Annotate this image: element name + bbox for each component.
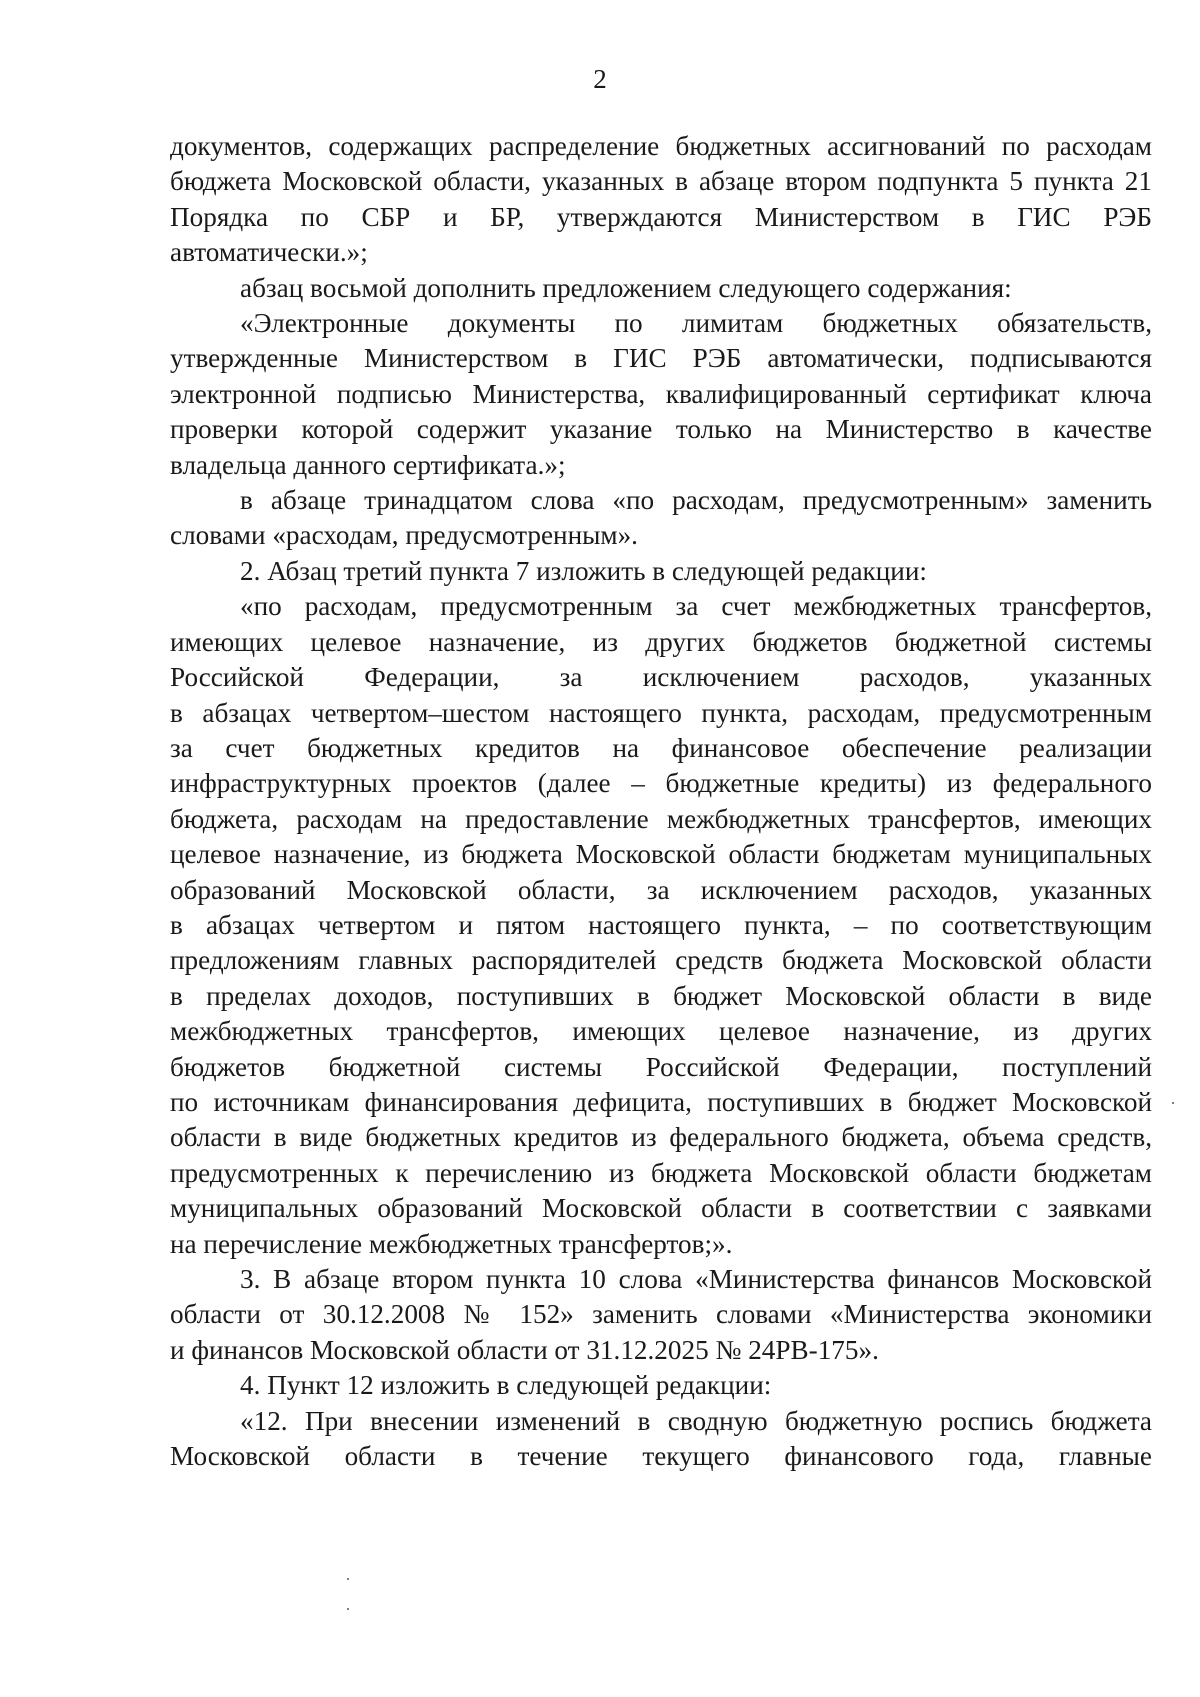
text-line: Порядка по СБР и БР, утверждаются Министерством в ГИС РЭБ (170, 201, 1152, 232)
text-line: в абзаце тринадцатом слова «по расходам, предусмотренным» заменить (240, 485, 1152, 516)
text-line: 2. Абзац третий пункта 7 изложить в следующей редакции: (240, 555, 927, 586)
text-line: электронной подписью Министерства, квалифицированный сертификат ключа (170, 378, 1152, 409)
text-line: в пределах доходов, поступивших в бюджет Московской области в виде (170, 980, 1152, 1011)
text-line: утвержденные Министерством в ГИС РЭБ автоматически, подписываются (170, 343, 1152, 374)
text-line: за счет бюджетных кредитов на финансовое обеспечение реализации (170, 732, 1152, 763)
text-line: 3. В абзаце втором пункта 10 слова «Министерства финансов Московской (240, 1264, 1152, 1294)
text-line: документов, содержащих распределение бюджетных ассигнований по расходам (170, 131, 1152, 161)
text-line: и финансов Московской области от 31.12.2025 № 24РВ-175». (170, 1334, 879, 1365)
text-line: образований Московской области, за исключением расходов, указанных (170, 874, 1152, 905)
text-line: области от 30.12.2008 № 152» заменить словами «Министерства экономики (170, 1299, 1152, 1330)
text-line: в абзацах четвертом–шестом настоящего пункта, расходам, предусмотренным (170, 697, 1152, 728)
text-line: бюджетов бюджетной системы Российской Федерации, поступлений (170, 1051, 1152, 1082)
text-line: предложениям главных распорядителей средств бюджета Московской области (170, 945, 1152, 976)
text-line: по источникам финансирования дефицита, поступивших в бюджет Московской (170, 1086, 1152, 1117)
text-line: «Электронные документы по лимитам бюджетных обязательств, (240, 308, 1152, 339)
text-line: Российской Федерации, за исключением расходов, указанных (170, 662, 1152, 693)
paragraph (170, 589, 1152, 1262)
scan-speck (347, 1608, 349, 1610)
text-line: владельца данного сертификата.»; (170, 449, 566, 480)
text-line: словами «расходам, предусмотренным». (170, 520, 638, 551)
text-line: «12. При внесении изменений в сводную бюджетную роспись бюджета (240, 1405, 1152, 1436)
document-body (170, 129, 1152, 1474)
text-line: муниципальных образований Московской области в соответствии с заявками (170, 1193, 1152, 1224)
text-line: бюджета Московской области, указанных в абзаце втором подпункта 5 пункта 21 (170, 166, 1152, 197)
text-line: в абзацах четвертом и пятом настоящего пункта, – по соответствующим (170, 909, 1152, 940)
paragraph (170, 554, 1152, 589)
text-line: абзац восьмой дополнить предложением следующего содержания: (240, 272, 1012, 303)
paragraph (170, 306, 1152, 483)
text-line: предусмотренных к перечислению из бюджета Московской области бюджетам (170, 1157, 1152, 1188)
page-number: 2 (593, 64, 607, 94)
text-line: автоматически.»; (170, 237, 368, 268)
text-line: области в виде бюджетных кредитов из федерального бюджета, объема средств, (170, 1122, 1152, 1153)
text-line: бюджета, расходам на предоставление межбюджетных трансфертов, имеющих (170, 803, 1152, 834)
paragraph (170, 271, 1152, 306)
text-line: «по расходам, предусмотренным за счет межбюджетных трансфертов, (240, 591, 1152, 622)
text-line: имеющих целевое назначение, из других бюджетов бюджетной системы (170, 626, 1152, 657)
paragraph (170, 1368, 1152, 1403)
text-line: на перечисление межбюджетных трансфертов;». (170, 1228, 733, 1259)
text-line: инфраструктурных проектов (далее – бюджетные кредиты) из федерального (170, 768, 1152, 799)
text-line: межбюджетных трансфертов, имеющих целевое назначение, из других (170, 1016, 1152, 1047)
scan-speck (1172, 1102, 1174, 1104)
paragraph (170, 1404, 1152, 1475)
text-line: 4. Пункт 12 изложить в следующей редакции: (240, 1370, 772, 1401)
paragraph (170, 483, 1152, 554)
scan-speck (347, 1578, 349, 1580)
text-line: проверки которой содержит указание только на Министерство в качестве (170, 414, 1152, 445)
paragraph (170, 129, 1152, 271)
paragraph (170, 1262, 1152, 1368)
text-line: Московской области в течение текущего финансового года, главные (170, 1441, 1152, 1472)
text-line: целевое назначение, из бюджета Московской области бюджетам муниципальных (170, 839, 1152, 870)
